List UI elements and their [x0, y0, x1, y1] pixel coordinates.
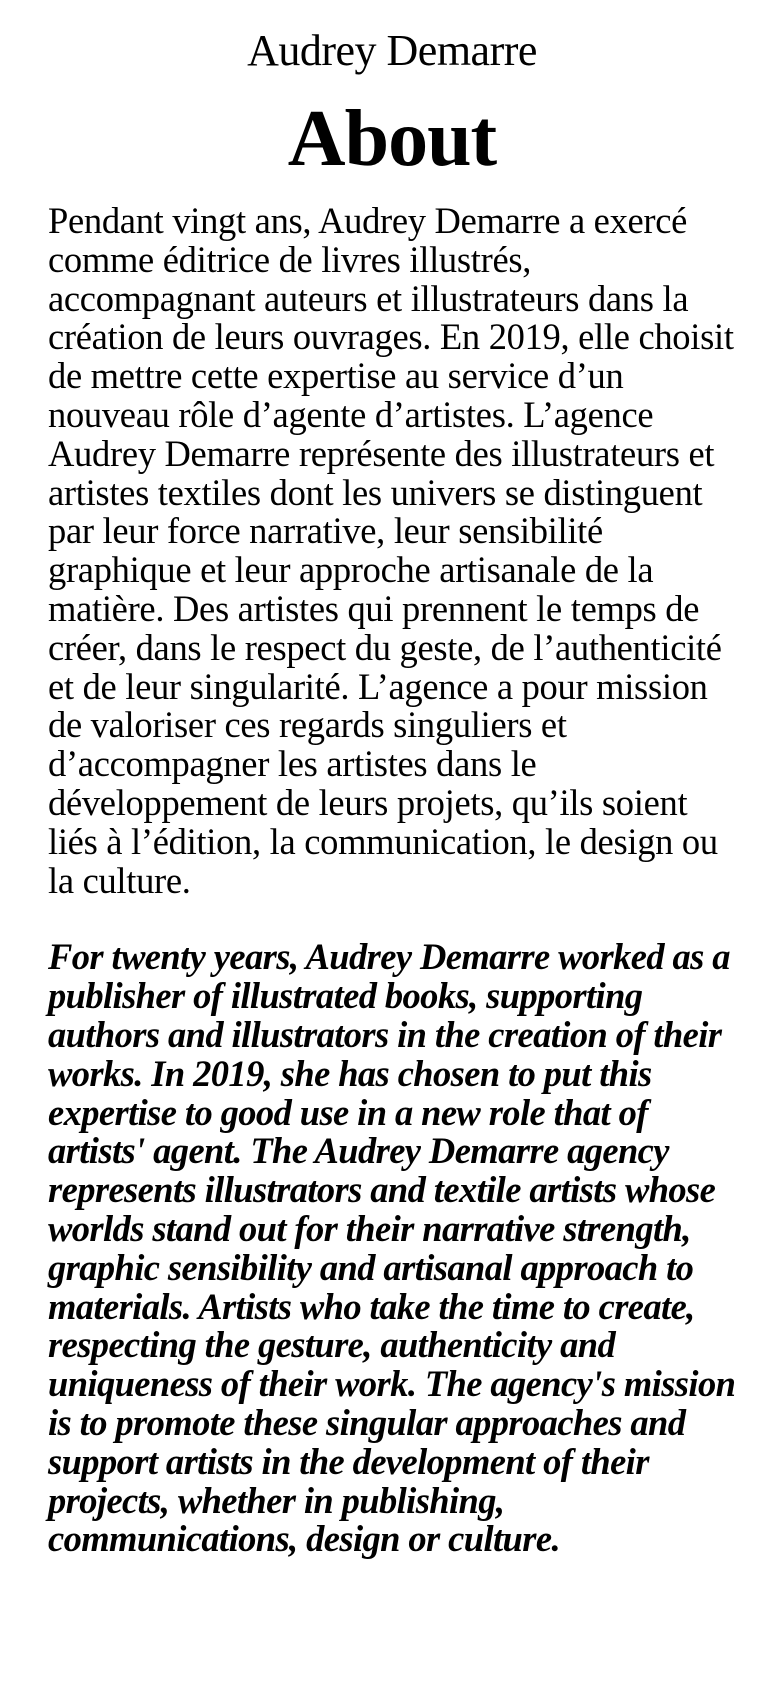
about-text-english: For twenty years, Audrey Demarre worked as a publisher of illustrated books, supporting authors and illustrators in the creation of their works. In 2019, she has chosen to put this expertise to good use in a new role that of artists' agent. The Audrey Demarre agency represents illustrators and textile artists whose worlds stand out for their narrative strength, graphic sensibility and artisanal approach to materials. Artists who take the time to create, respecting the gesture, authenticity and uniqueness of their work. The agency's mission is to promote these singular approaches and support artists in the development of their projects, whether in publishing, communications, design or culture. — [48, 936, 736, 1560]
about-text-french: Pendant vingt ans, Audrey Demarre a exercé comme éditrice de livres illustrés, accompagnant auteurs et illustrateurs dans la création de leurs ouvrages. En 2019, elle choisit de mettre cette expertise au service d’un nouveau rôle d’agente d’artistes. L’agence Audrey Demarre représente des illustrateurs et artistes textiles dont les univers se distinguent par leur force narrative, leur sensibilité graphique et leur approche artisanale de la matière. Des artistes qui prennent le temps de créer, dans le respect du geste, de l’authenticité et de leur singularité. L’agence a pour mission de valoriser ces regards singuliers et d’accompagner les artistes dans le développement de leurs projets, qu’ils soient liés à l’édition, la communication, le design ou la culture. — [48, 200, 734, 901]
page-title: About — [287, 95, 497, 183]
site-name-link[interactable]: Audrey Demarre — [247, 26, 537, 75]
